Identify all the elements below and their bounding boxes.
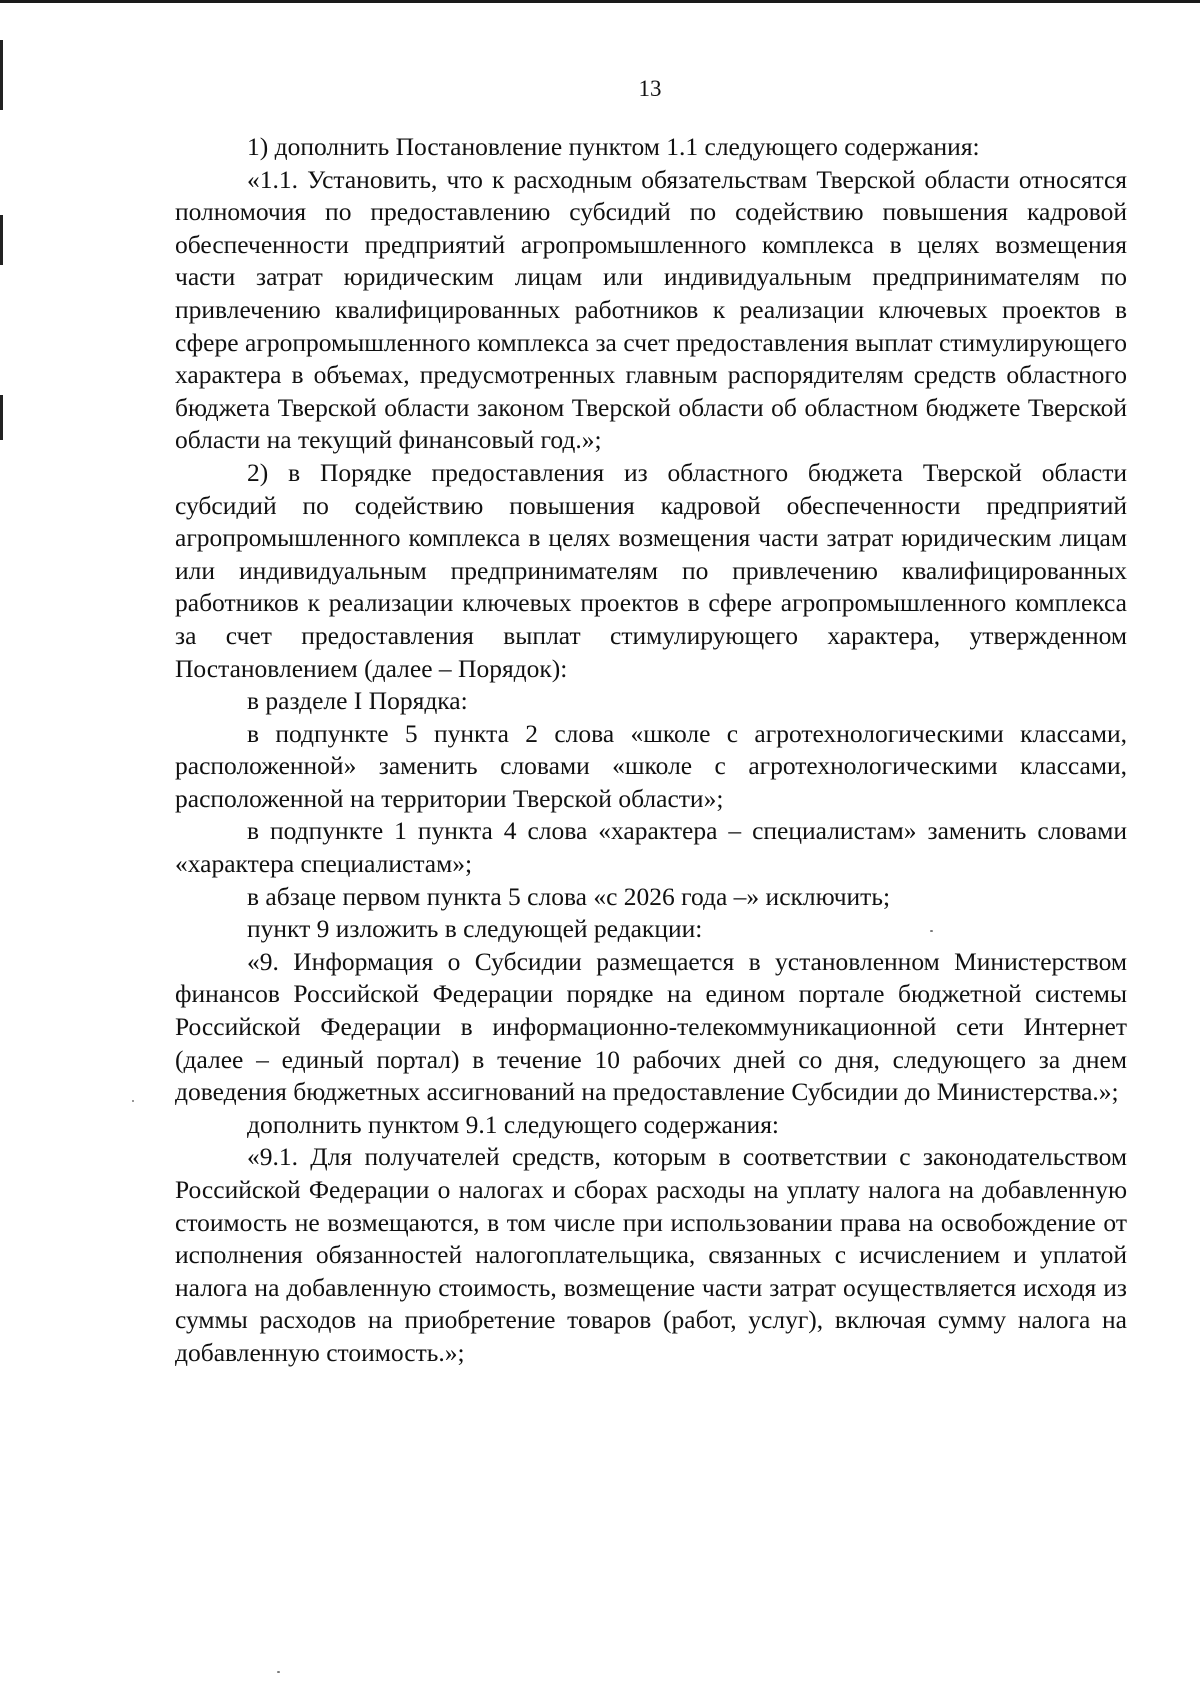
paragraph-point-9-1: «9.1. Для получателей средств, которым в соответствии с законодательством Российской Федерации о налогах и сборах расходы на уплату налога на добавленную стоимость не возмещаются, в том числе при использовании права на освобождение от исполнения обязанностей налогоплательщика, связанных с исчислением и уплатой налога на добавленную стоимость, возмещение части затрат осуществляется исходя из суммы расходов на приобретение товаров (работ, услуг), включая сумму налога на добавленную стоимость.»; <box>175 1142 1127 1367</box>
paragraph-point-9-1-intro: дополнить пунктом 9.1 следующего содержания: <box>247 1109 780 1139</box>
scan-top-edge <box>0 0 1200 3</box>
scan-margin-mark <box>0 395 3 440</box>
paragraph-point-9: «9. Информация о Субсидии размещается в установленном Министерством финансов Российской Федерации порядке на едином портале бюджетной системы Российской Федерации в информационно-телекоммуникационной сети Интернет (далее – единый портал) в течение 10 рабочих дней со дня, следующего за днем доведения бюджетных ассигнований на предоставление Субсидии до Министерства.»; <box>175 946 1127 1107</box>
paragraph-subitem-5: в подпункте 5 пункта 2 слова «школе с агротехнологическими классами, расположенной» заменить словами «школе с агротехнологическими классами, расположенной на территории Тверской области»; <box>175 718 1127 813</box>
paragraph-section-1: в разделе I Порядка: <box>247 686 468 716</box>
paragraph-point-9-intro: пункт 9 изложить в следующей редакции: <box>247 914 703 944</box>
page-number: 13 <box>638 76 662 101</box>
paragraph-subitem-1: в подпункте 1 пункта 4 слова «характера – специалистам» заменить словами «характера специалистам»; <box>175 816 1127 879</box>
paragraph-item-2: 2) в Порядке предоставления из областного бюджета Тверской области субсидий по содействию повышения кадровой обеспеченности предприятий агропромышленного комплекса в целях возмещения части затрат юридическим лицам или индивидуальным предпринимателям по привлечению квалифицированных работников к реализации ключевых проектов в сфере агропромышленного комплекса за счет предоставления выплат стимулирующего характера, утвержденном Постановлением (далее – Порядок): <box>175 457 1127 683</box>
paragraph-point-5: в абзаце первом пункта 5 слова «с 2026 года –» исключить; <box>247 881 891 911</box>
scan-margin-mark <box>0 215 3 265</box>
document-body <box>175 131 1127 1370</box>
scan-speck <box>132 1100 134 1102</box>
paragraph-item-1: 1) дополнить Постановление пунктом 1.1 следующего содержания: <box>247 132 980 161</box>
scan-speck <box>277 1671 280 1673</box>
paragraph-clause-1-1: «1.1. Установить, что к расходным обязательствам Тверской области относятся полномочия по предоставлению субсидий по содействию повышения кадровой обеспеченности предприятий агропромышленного комплекса в целях возмещения части затрат юридическим лицам или индивидуальным предпринимателям по привлечению квалифицированных работников к реализации ключевых проектов в сфере агропромышленного комплекса за счет предоставления выплат стимулирующего характера в объемах, предусмотренных главным распорядителям средств областного бюджета Тверской области законом Тверской области об областном бюджете Тверской области на текущий финансовый год.»; <box>175 164 1127 455</box>
